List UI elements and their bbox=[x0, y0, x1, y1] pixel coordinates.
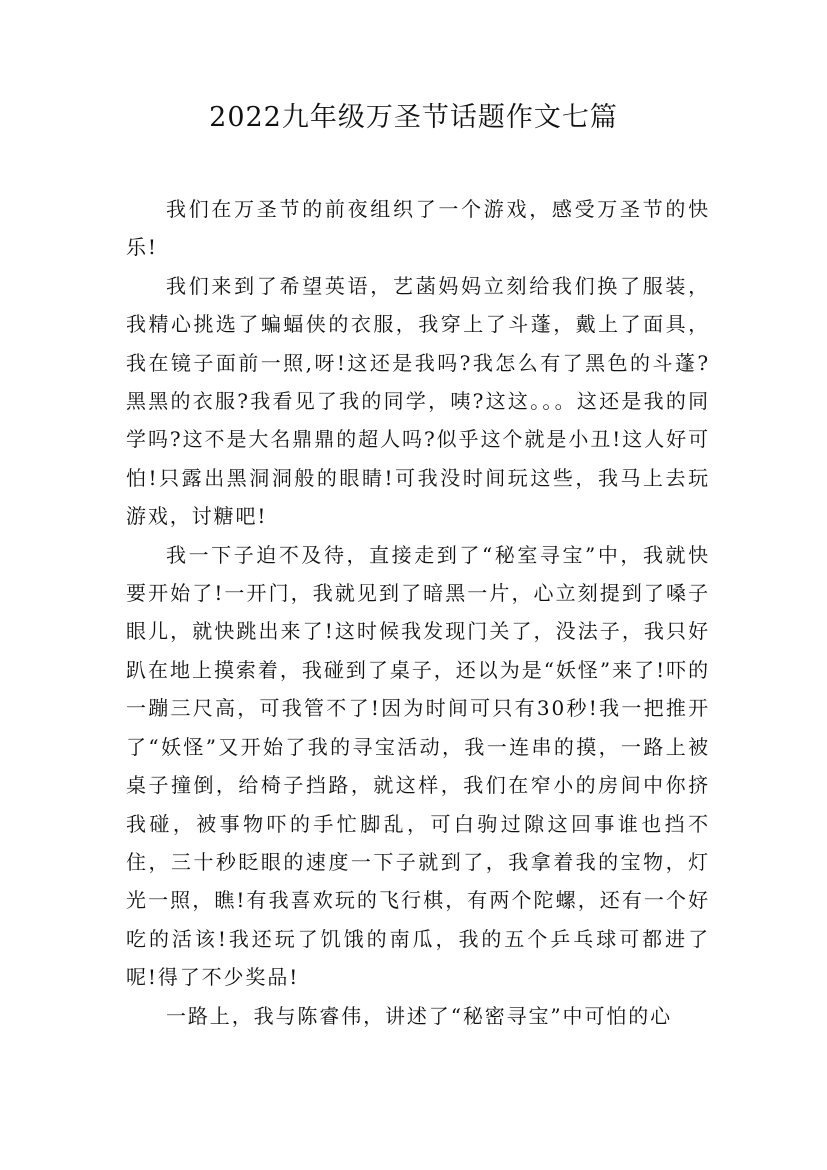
essay-body bbox=[126, 190, 710, 1035]
document-title: 2022九年级万圣节话题作文七篇 bbox=[209, 102, 618, 133]
paragraph: 我们在万圣节的前夜组织了一个游戏，感受万圣节的快乐! bbox=[126, 197, 710, 260]
paragraph: 我们来到了希望英语，艺菡妈妈立刻给我们换了服装，我精心挑选了蝙蝠侠的衣服，我穿上了斗蓬，戴上了面具，我在镜子面前一照,呀!这还是我吗?我怎么有了黑色的斗蓬?黑黑的衣服?我看见了我的同学，咦?这这。。。这还是我的同学吗?这不是大名鼎鼎的超人吗?似乎这个就是小丑!这人好可怕!只露出黑洞洞般的眼睛!可我没时间玩这些，我马上去玩游戏，讨糖吧! bbox=[126, 273, 710, 529]
paragraph: 我一下子迫不及待，直接走到了“秘室寻宝”中，我就快要开始了!一开门，我就见到了暗黑一片，心立刻提到了嗓子眼儿，就快跳出来了!这时候我发现门关了，没法子，我只好趴在地上摸索着，我碰到了桌子，还以为是“妖怪”来了!吓的一蹦三尺高，可我管不了!因为时间可只有30秒!我一把推开了“妖怪”又开始了我的寻宝活动，我一连串的摸，一路上被桌子撞倒，给椅子挡路，就这样，我们在窄小的房间中你挤我碰，被事物吓的手忙脚乱，可白驹过隙这回事谁也挡不住，三十秒眨眼的速度一下子就到了，我拿着我的宝物，灯光一照，瞧!有我喜欢玩的飞行棋，有两个陀螺，还有一个好吃的活该!我还玩了饥饿的南瓜，我的五个乒乓球可都进了呢!得了不少奖品! bbox=[126, 542, 710, 990]
paragraph: 一路上，我与陈睿伟，讲述了“秘密寻宝”中可怕的心 bbox=[166, 1003, 673, 1028]
